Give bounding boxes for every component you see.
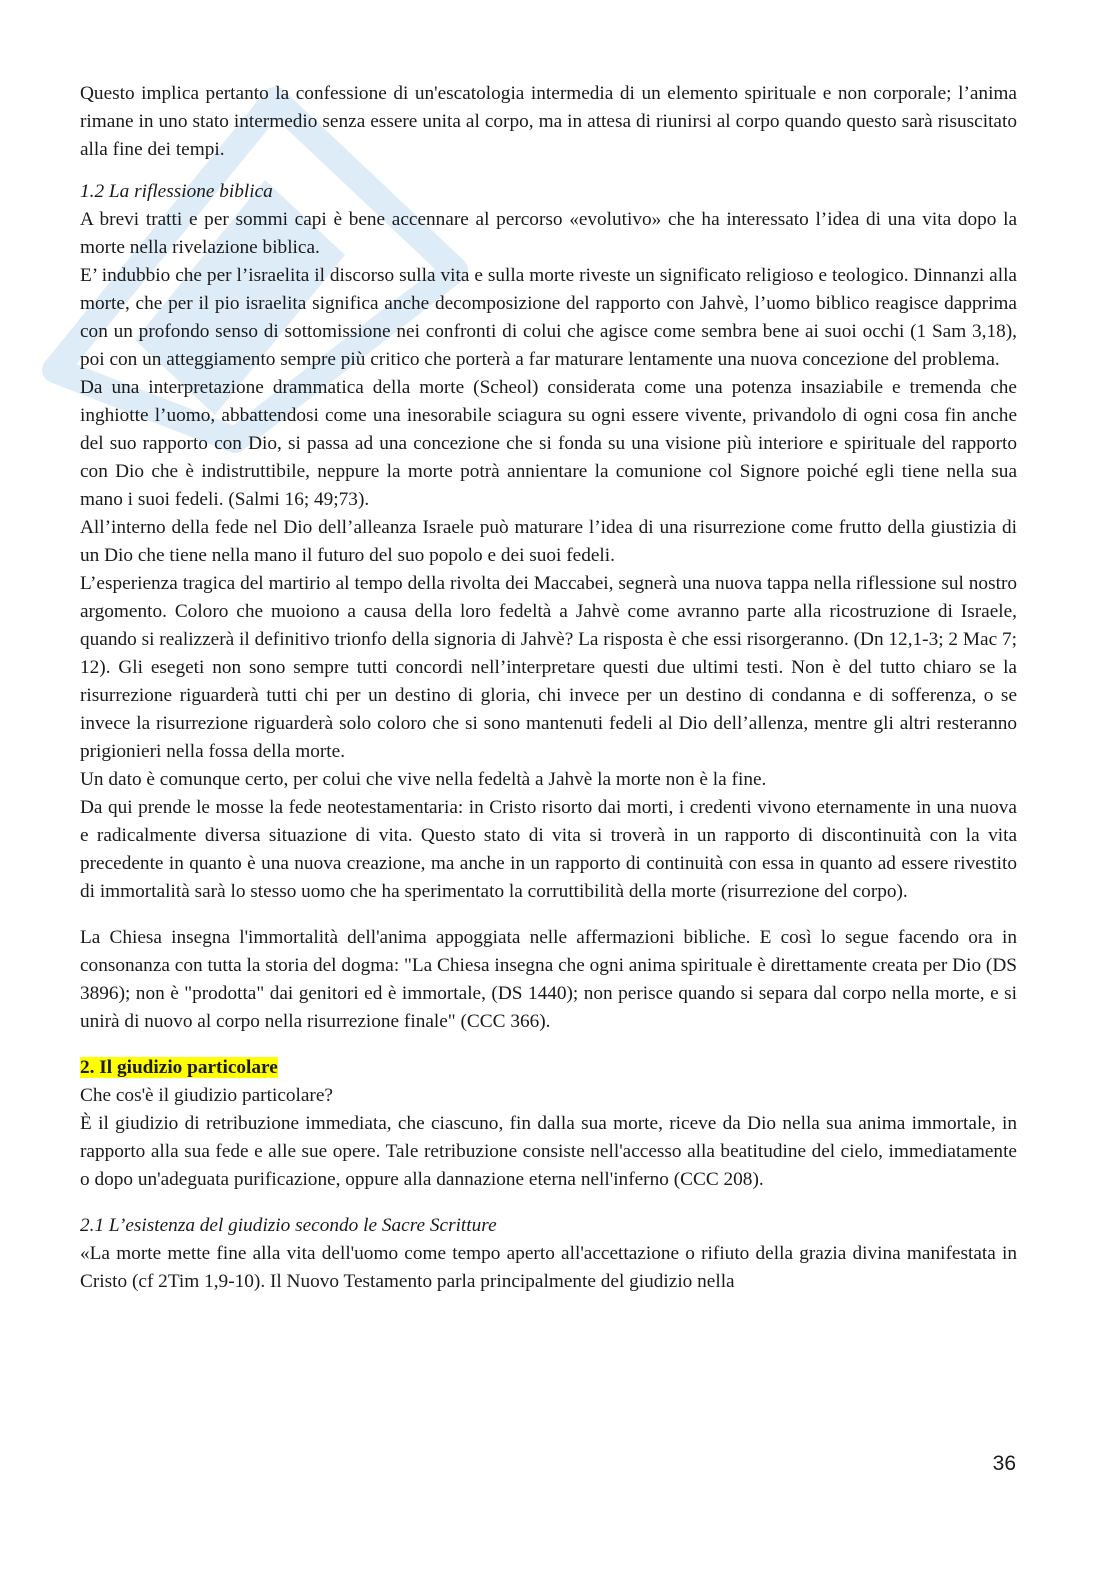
paragraph: All’interno della fede nel Dio dell’alleanza Israele può maturare l’idea di una risurrezione come frutto della giustizia di un Dio che tiene nella mano il futuro del suo popolo e dei suoi fedeli. [80, 517, 1017, 566]
document-page [80, 80, 1017, 1296]
section-heading-2 [80, 1054, 1017, 1082]
paragraph: Da una interpretazione drammatica della morte (Scheol) considerata come una potenza insaziabile e tremenda che inghiotte l’uomo, abbattendosi come una inesorabile sciagura su ogni essere vivente, privandolo di ogni cosa fin anche del suo rapporto con Dio, si passa ad una concezione che si fonda su una visione più interiore e spirituale del rapporto con Dio che è indistruttibile, neppure la morte potrà annientare la comunione col Signore poiché egli tiene nella sua mano i suoi fedeli. (Salmi 16; 49;73). [80, 377, 1017, 510]
intro-paragraph: Questo implica pertanto la confessione di un'escatologia intermedia di un elemento spirituale e non corporale; l’anima rimane in uno stato intermedio senza essere unita al corpo, ma in attesa di riunirsi al corpo quando questo sarà risuscitato alla fine dei tempi. [80, 83, 1017, 160]
paragraph: L’esperienza tragica del martirio al tempo della rivolta dei Maccabei, segnerà una nuova tappa nella riflessione sul nostro argomento. Coloro che muoiono a causa della loro fedeltà a Jahvè come avranno parte alla ricostruzione di Israele, quando si realizzerà il definitivo trionfo della signoria di Jahvè? La risposta è che essi risorgeranno. (Dn 12,1-3; 2 Mac 7; 12). Gli esegeti non sono sempre tutti concordi nell’interpretare questi due ultimi testi. Non è del tutto chiaro se la risurrezione riguarderà tutti chi per un destino di gloria, chi invece per un destino di condanna e di sofferenza, o se invece la risurrezione riguarderà solo coloro che si sono mantenuti fedeli al Dio dell’allenza, mentre gli altri resteranno prigionieri nella fossa della morte. [80, 573, 1017, 762]
paragraph: «La morte mette fine alla vita dell'uomo come tempo aperto all'accettazione o rifiuto della grazia divina manifestata in Cristo (cf 2Tim 1,9-10). Il Nuovo Testamento parla principalmente del giudizio nella [80, 1243, 1017, 1292]
section-heading-2-1: 2.1 L’esistenza del giudizio secondo le Sacre Scritture [80, 1215, 497, 1236]
section-heading-1-2: 1.2 La riflessione biblica [80, 181, 273, 202]
question-text: Che cos'è il giudizio particolare? [80, 1085, 333, 1106]
paragraph: E’ indubbio che per l’israelita il discorso sulla vita e sulla morte riveste un significato religioso e teologico. Dinnanzi alla morte, che per il pio israelita significa anche decomposizione del rapporto con Jahvè, l’uomo biblico reagisce dapprima con un profondo senso di sottomissione nei confronti di colui che agisce come sembra bene ai suoi occhi (1 Sam 3,18), poi con un atteggiamento sempre più critico che porterà a far maturare lentamente una nuova concezione del problema. [80, 265, 1017, 370]
closing-paragraph: La Chiesa insegna l'immortalità dell'anima appoggiata nelle affermazioni bibliche. E così lo segue facendo ora in consonanza con tutta la storia del dogma: "La Chiesa insegna che ogni anima spirituale è direttamente creata per Dio (DS 3896); non è "prodotta" dai genitori ed è immortale, (DS 1440); non perisce quando si separa dal corpo nella morte, e si unirà di nuovo al corpo nella risurrezione finale" (CCC 366). [80, 927, 1017, 1032]
answer-paragraph: È il giudizio di retribuzione immediata, che ciascuno, fin dalla sua morte, riceve da Dio nella sua anima immortale, in rapporto alla sua fede e alle sue opere. Tale retribuzione consiste nell'accesso alla beatitudine del cielo, immediatamente o dopo un'adeguata purificazione, oppure alla dannazione eterna nell'inferno (CCC 208). [80, 1113, 1017, 1190]
page-number: 36 [992, 1452, 1016, 1475]
paragraph: Da qui prende le mosse la fede neotestamentaria: in Cristo risorto dai morti, i credenti vivono eternamente in una nuova e radicalmente diversa situazione di vita. Questo stato di vita si troverà in un rapporto di discontinuità con la vita precedente in quanto è una nuova creazione, ma anche in un rapporto di continuità con essa in quanto ad essere rivestito di immortalità sarà lo stesso uomo che ha sperimentato la corruttibilità della morte (risurrezione del corpo). [80, 797, 1017, 902]
highlighted-heading: 2. Il giudizio particolare [80, 1057, 278, 1078]
paragraph: Un dato è comunque certo, per colui che vive nella fedeltà a Jahvè la morte non è la fine. [80, 769, 767, 790]
paragraph: A brevi tratti e per sommi capi è bene accennare al percorso «evolutivo» che ha interessato l’idea di una vita dopo la morte nella rivelazione biblica. [80, 209, 1017, 258]
